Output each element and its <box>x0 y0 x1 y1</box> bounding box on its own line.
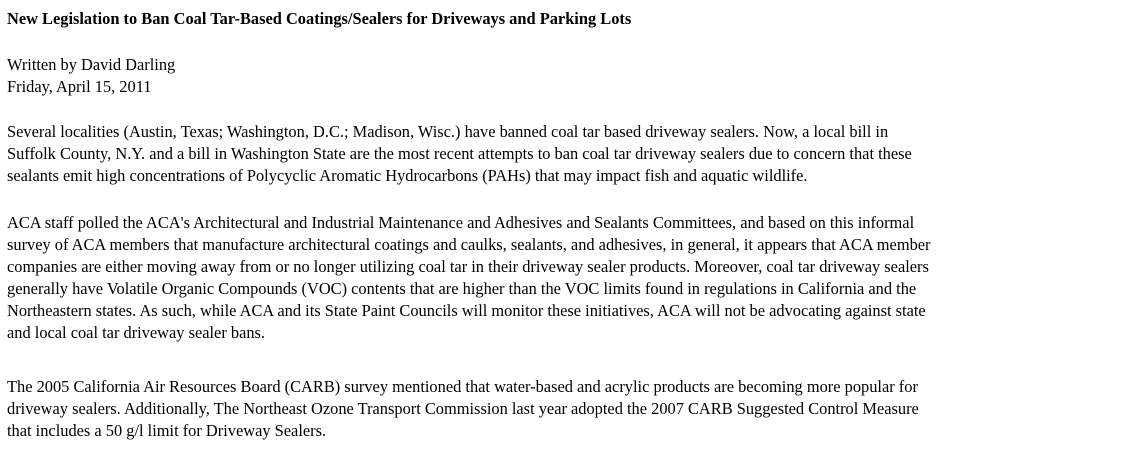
paragraph-2 <box>7 212 931 344</box>
paragraph-line: The 2005 California Air Resources Board (CARB) survey mentioned that water-based and acrylic products are becoming more popular for <box>7 377 918 396</box>
paragraph-line: survey of ACA members that manufacture architectural coatings and caulks, sealants, and adhesives, in general, it appears that ACA member <box>7 235 931 254</box>
paragraph-line: Northeastern states. As such, while ACA and its State Paint Councils will monitor these initiatives, ACA will not be advocating against state <box>7 301 926 320</box>
paragraph-line: and local coal tar driveway sealer bans. <box>7 323 266 342</box>
article-date: Friday, April 15, 2011 <box>7 77 152 96</box>
paragraph-3 <box>7 376 919 442</box>
paragraph-line: that includes a 50 g/l limit for Driveway Sealers. <box>7 421 327 440</box>
paragraph-line: generally have Volatile Organic Compounds (VOC) contents that are higher than the VOC limits found in regulations in California and the <box>7 279 917 298</box>
paragraph-line: ACA staff polled the ACA's Architectural and Industrial Maintenance and Adhesives and Sealants Committees, and based on this informal <box>7 213 915 232</box>
paragraph-line: Several localities (Austin, Texas; Washington, D.C.; Madison, Wisc.) have banned coal tar based driveway sealers. Now, a local bill in <box>7 122 889 141</box>
paragraph-line: companies are either moving away from or no longer utilizing coal tar in their driveway sealer products. Moreover, coal tar driveway sealers <box>7 257 929 276</box>
article-byline: Written by David Darling <box>7 55 176 74</box>
paragraph-line: driveway sealers. Additionally, The Northeast Ozone Transport Commission last year adopted the 2007 CARB Suggested Control Measure <box>7 399 919 418</box>
article-title: New Legislation to Ban Coal Tar-Based Coatings/Sealers for Driveways and Parking Lots <box>7 9 632 28</box>
paragraph-line: sealants emit high concentrations of Polycyclic Aromatic Hydrocarbons (PAHs) that may impact fish and aquatic wildlife. <box>7 166 808 185</box>
paragraph-1 <box>7 121 912 187</box>
paragraph-line: Suffolk County, N.Y. and a bill in Washington State are the most recent attempts to ban coal tar driveway sealers due to concern that these <box>7 144 912 163</box>
